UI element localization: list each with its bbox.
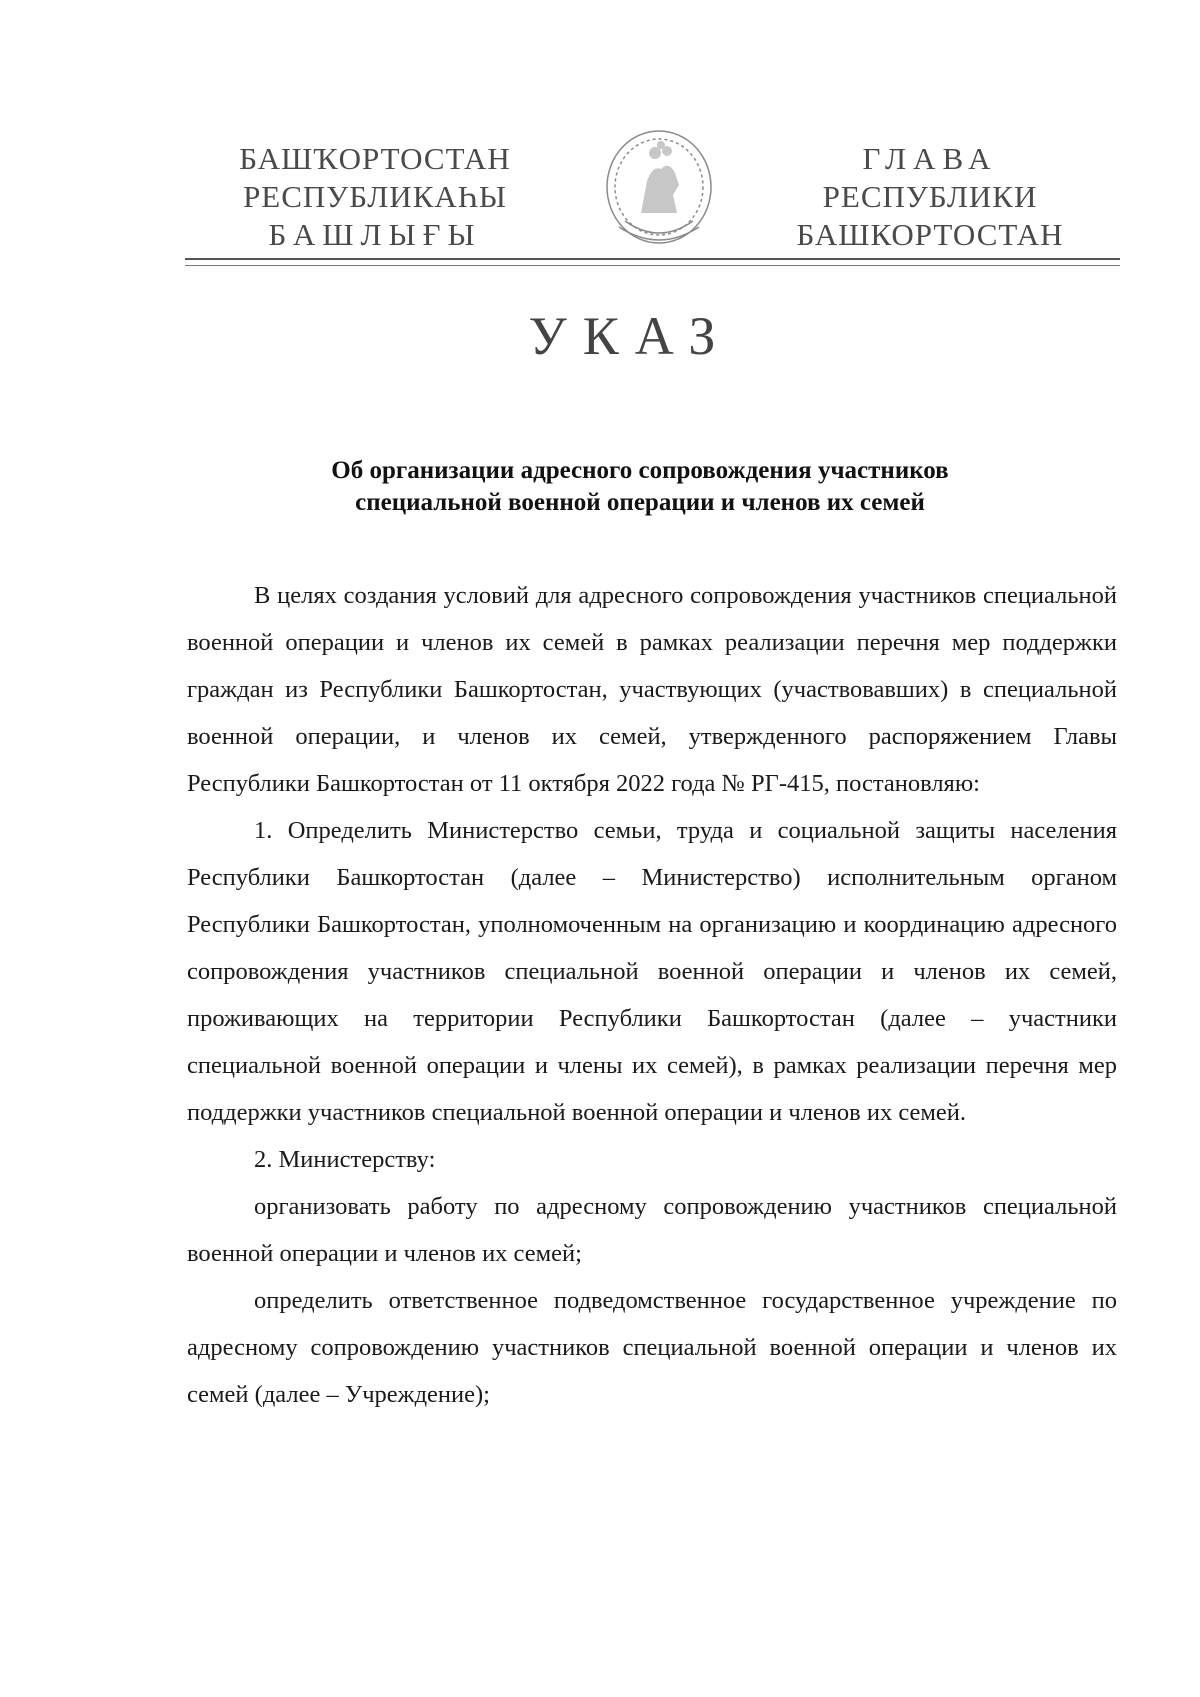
paragraph-item-2-task-2: определить ответственное подведомственное государственное учреждение по адресному сопровождению участников специальной военной операции и членов их семей (далее – Учреждение); [187,1287,1117,1408]
letterhead-russian [770,140,1090,254]
document-title-line-1: Об организации адресного сопровождения участников [331,457,949,484]
letterhead-bashkir-line-1: БАШҠОРТОСТАН [239,141,511,176]
paragraph-preamble: В целях создания условий для адресного сопровождения участников специальной военной операции и членов их семей в рамках реализации перечня мер поддержки граждан из Республики Башкортостан, участвующих (участвовавших) в специальной военной операции, и членов их семей, утвержденного распоряжением Главы Республики Башкортостан от 11 октября 2022 года № РГ-415, постановляю: [187,582,1117,797]
paragraph-item-2: 2. Министерству: [254,1146,436,1173]
letterhead-bashkir-line-2: РЕСПУБЛИКАҺЫ [243,179,507,214]
letterhead-bashkir-line-3: БАШЛЫҒЫ [268,217,482,252]
document-title-line-2: специальной военной операции и членов их семей [355,489,925,516]
letterhead-russian-line-2: РЕСПУБЛИКИ [822,179,1038,214]
coat-of-arms-icon [595,125,723,253]
letterhead-russian-line-1: ГЛАВА [862,141,998,176]
letterhead-bashkir [225,140,525,254]
paragraph-item-2-task-1: организовать работу по адресному сопровождению участников специальной военной операции и членов их семей; [187,1193,1117,1267]
document-type-heading: УКАЗ [528,306,732,366]
document-title [200,455,1080,519]
header-divider [185,258,1120,266]
letterhead-russian-line-3: БАШКОРТОСТАН [796,217,1064,252]
document-body [187,572,1117,1418]
paragraph-item-1: 1. Определить Министерство семьи, труда и социальной защиты населения Республики Башкортостан (далее – Министерство) исполнительным органом Республики Башкортостан, уполномоченным на организацию и координацию адресного сопровождения участников специальной военной операции и членов их семей, проживающих на территории Республики Башкортостан (далее – участники специальной военной операции и члены их семей), в рамках реализации перечня мер поддержки участников специальной военной операции и членов их семей. [187,817,1117,1126]
